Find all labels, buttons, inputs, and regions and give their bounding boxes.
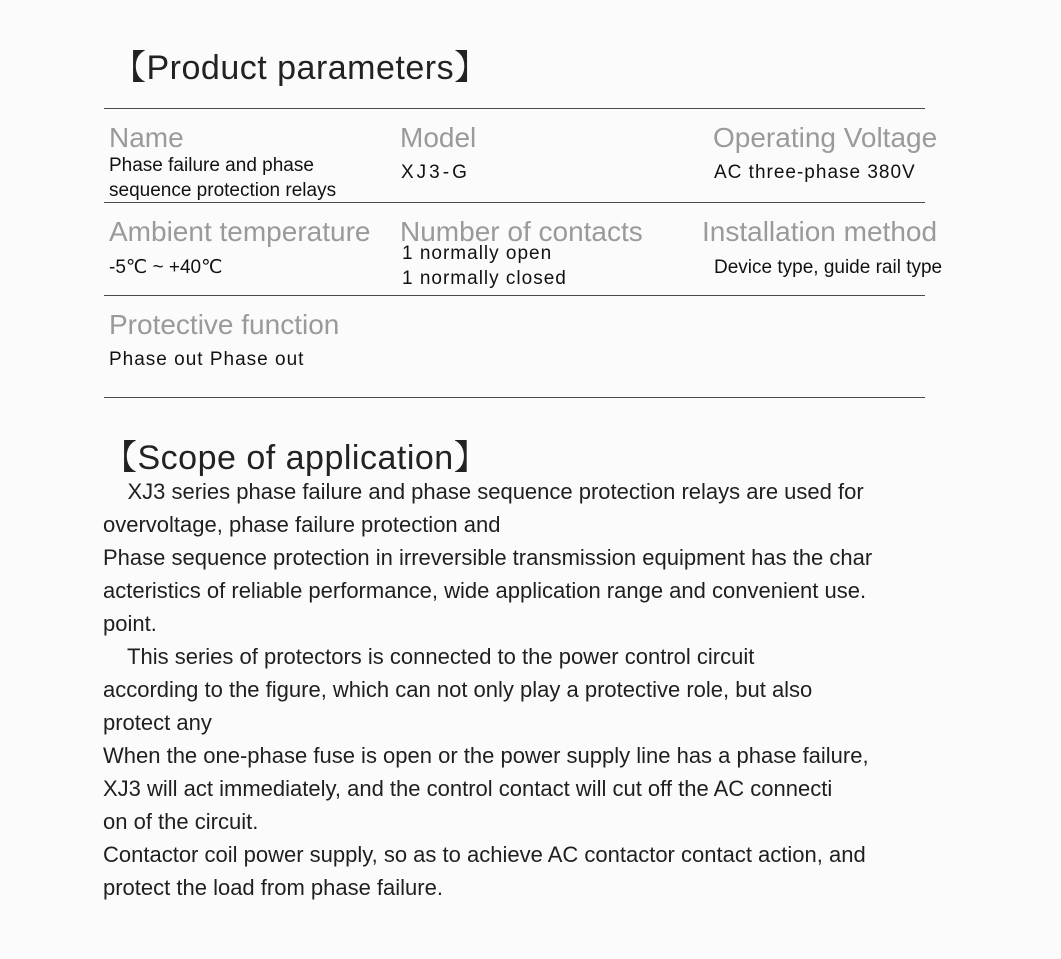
ambient-temperature-label: Ambient temperature — [109, 216, 371, 247]
scope-of-application-title: 【Scope of application】 — [103, 439, 489, 477]
model-label: Model — [400, 122, 477, 153]
name-label: Name — [109, 122, 184, 153]
protective-function-label: Protective function — [109, 309, 340, 340]
divider-bottom — [104, 397, 925, 398]
scope-line-7: according to the figure, which can not only play a protective role, but also — [103, 677, 813, 702]
scope-line-5: point. — [103, 611, 157, 636]
number-of-contacts-label: Number of contacts — [400, 216, 643, 247]
name-value-line-1: Phase failure and phase — [109, 155, 314, 176]
scope-line-6: This series of protectors is connected to the power control circuit — [103, 644, 755, 669]
model-value: XJ3-G — [401, 162, 470, 183]
scope-line-12: Contactor coil power supply, so as to achieve AC contactor contact action, and — [103, 842, 866, 867]
installation-method-value: Device type, guide rail type — [714, 257, 943, 278]
protective-function-value: Phase out Phase out — [109, 349, 305, 370]
scope-line-4: acteristics of reliable performance, wide application range and convenient use. — [103, 578, 867, 603]
name-value-line-2: sequence protection relays — [109, 180, 337, 201]
scope-line-8: protect any — [103, 710, 212, 735]
operating-voltage-value: AC three-phase 380V — [714, 162, 916, 183]
scope-line-1: XJ3 series phase failure and phase sequence protection relays are used for — [103, 479, 864, 504]
product-parameters-title: 【Product parameters】 — [112, 49, 489, 87]
divider-row-2 — [104, 295, 925, 296]
scope-of-application-body — [103, 475, 923, 904]
scope-line-2: overvoltage, phase failure protection and — [103, 512, 501, 537]
scope-line-3: Phase sequence protection in irreversible transmission equipment has the char — [103, 545, 873, 570]
scope-line-13: protect the load from phase failure. — [103, 875, 443, 900]
divider-row-1 — [104, 202, 925, 203]
scope-line-11: on of the circuit. — [103, 809, 259, 834]
number-of-contacts-value-line-1: 1 normally open — [402, 243, 553, 264]
number-of-contacts-value-line-2: 1 normally closed — [402, 268, 567, 289]
operating-voltage-label: Operating Voltage — [713, 122, 938, 153]
scope-line-10: XJ3 will act immediately, and the control contact will cut off the AC connecti — [103, 776, 833, 801]
ambient-temperature-value: -5℃ ~ +40℃ — [109, 257, 223, 278]
installation-method-label: Installation method — [702, 216, 938, 247]
scope-line-9: When the one-phase fuse is open or the power supply line has a phase failure, — [103, 743, 869, 768]
divider-top — [104, 108, 925, 109]
